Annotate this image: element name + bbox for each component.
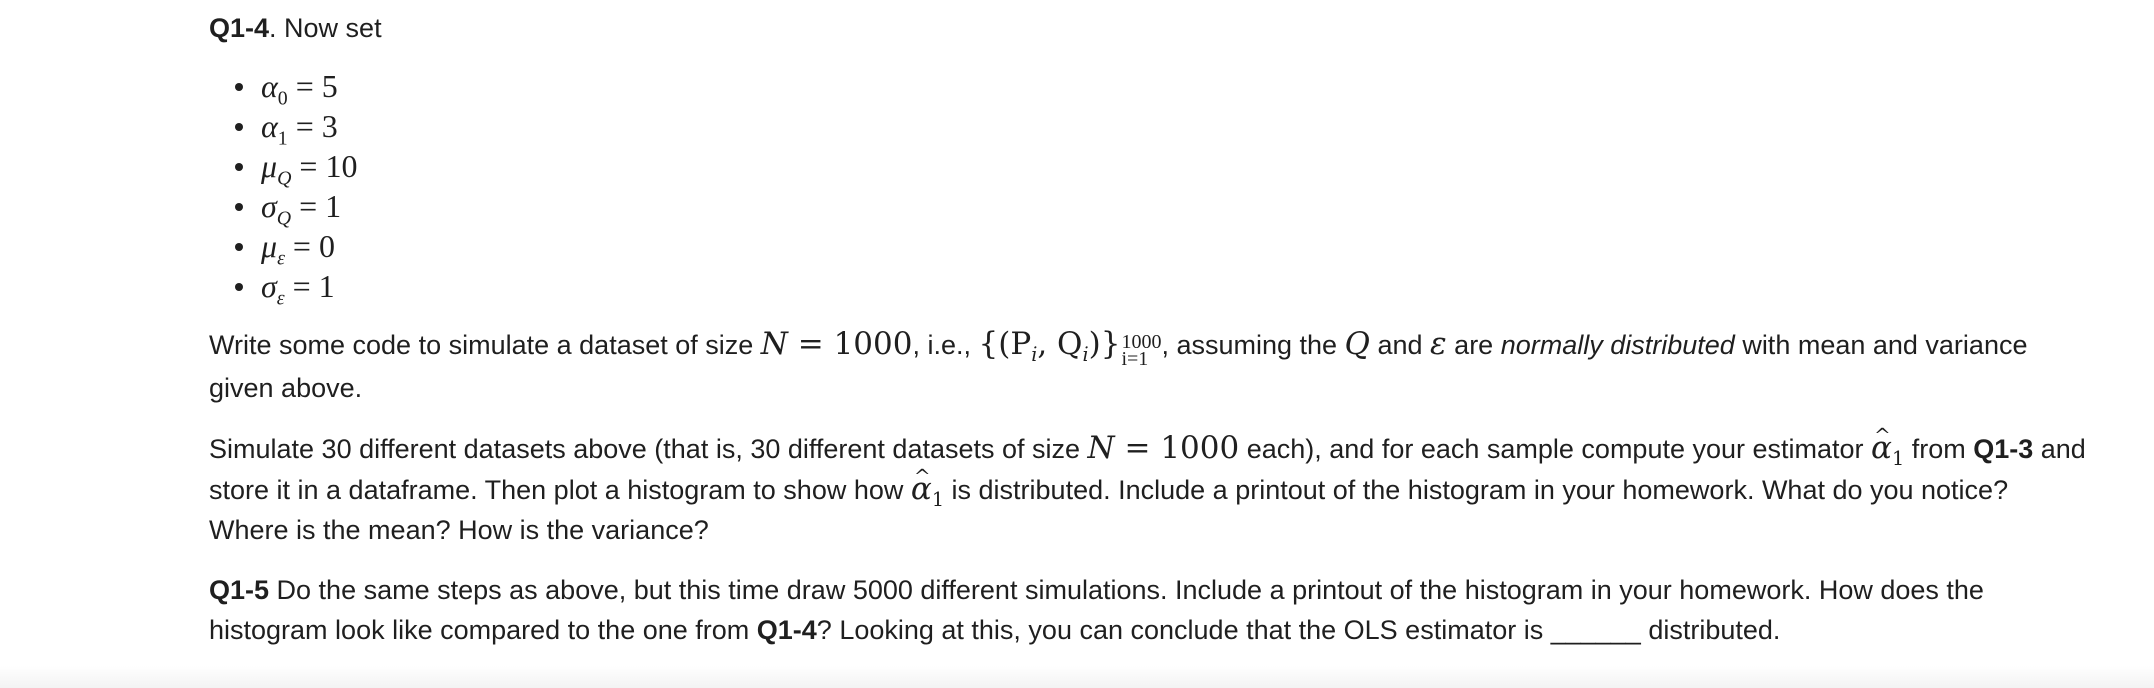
param-subscript: Q xyxy=(276,207,292,230)
question-heading-q1-4 xyxy=(209,8,2089,48)
param-value: = 1 xyxy=(299,188,342,224)
parameter-list xyxy=(209,66,2089,310)
text: and xyxy=(1369,330,1431,360)
text: Write some code to simulate a dataset of size xyxy=(209,330,761,360)
text: with mean and variance given above. xyxy=(209,330,2028,403)
param-value: = 10 xyxy=(299,148,358,184)
param-subscript: ε xyxy=(276,287,285,310)
emphasis-text: normally distributed xyxy=(1500,330,1735,360)
text: , assuming the xyxy=(1161,330,1345,360)
parameter-item xyxy=(261,186,2089,230)
param-subscript: 0 xyxy=(277,87,288,110)
param-subscript: Q xyxy=(277,167,292,190)
paragraph-simulate-dataset xyxy=(209,324,2089,408)
math-value: = 1000 xyxy=(1114,430,1240,466)
math-alpha-hat: ^ $\alpha_1$ xyxy=(911,471,944,507)
parameter-item xyxy=(261,146,2089,190)
text: Do the same steps as above, but this time draw 5000 different simulations. Include a printout of the histogram in your homework. How does the histogram look like compared to the one from xyxy=(209,575,1984,645)
param-subscript: 1 xyxy=(277,127,288,150)
math-N: N xyxy=(760,326,788,362)
math-limits: 1000 i=1 xyxy=(1121,331,1162,370)
param-symbol: σ xyxy=(261,188,277,224)
math-value: = 1000 xyxy=(787,326,913,362)
text: is distributed. Include a printout of the histogram in your homework. What do you notice? Where is the mean? How is the variance? xyxy=(209,475,2009,545)
text: Simulate 30 different datasets above (that is, 30 different datasets of size xyxy=(209,434,1088,464)
param-value: = 1 xyxy=(292,268,335,304)
question-label: Q1-5 xyxy=(209,575,270,605)
paragraph-q1-5 xyxy=(209,570,2089,650)
text: from xyxy=(1904,434,1974,464)
math-set: {($P_i$, $Q_i$)} xyxy=(978,326,1121,367)
text: ? Looking at this, you can conclude that the OLS estimator is ______ distributed. xyxy=(816,615,1781,645)
param-symbol: μ xyxy=(261,148,278,184)
param-symbol: α xyxy=(261,68,278,104)
parameter-item xyxy=(261,66,2089,110)
text: are xyxy=(1446,330,1501,360)
text: , i.e., xyxy=(912,330,979,360)
math-N: N xyxy=(1087,430,1115,466)
question-reference: Q1-4 xyxy=(756,615,817,645)
param-symbol: α xyxy=(261,108,278,144)
param-value: = 5 xyxy=(295,68,338,104)
parameter-item xyxy=(261,226,2089,270)
math-Q: Q xyxy=(1344,326,1370,362)
param-symbol: μ xyxy=(261,228,278,264)
page-bottom-fade xyxy=(0,666,2154,688)
question-reference: Q1-3 xyxy=(1973,434,2034,464)
param-subscript: ε xyxy=(277,247,285,270)
document-body xyxy=(209,8,2089,670)
param-value: = 0 xyxy=(292,228,335,264)
parameter-item xyxy=(261,106,2089,150)
text: and store it in a dataframe. Then plot a histogram to show how xyxy=(209,434,2086,505)
parameter-item xyxy=(261,266,2089,310)
question-label: Q1-4 xyxy=(209,13,270,43)
paragraph-simulate-30-datasets xyxy=(209,428,2089,550)
math-epsilon: ε xyxy=(1430,326,1447,362)
param-value: = 3 xyxy=(295,108,338,144)
text: each), and for each sample compute your estimator xyxy=(1239,434,1872,464)
question-intro: . Now set xyxy=(269,13,382,43)
math-alpha-hat: ^ $\alpha_1$ xyxy=(1871,430,1904,466)
param-symbol: σ xyxy=(261,268,277,304)
